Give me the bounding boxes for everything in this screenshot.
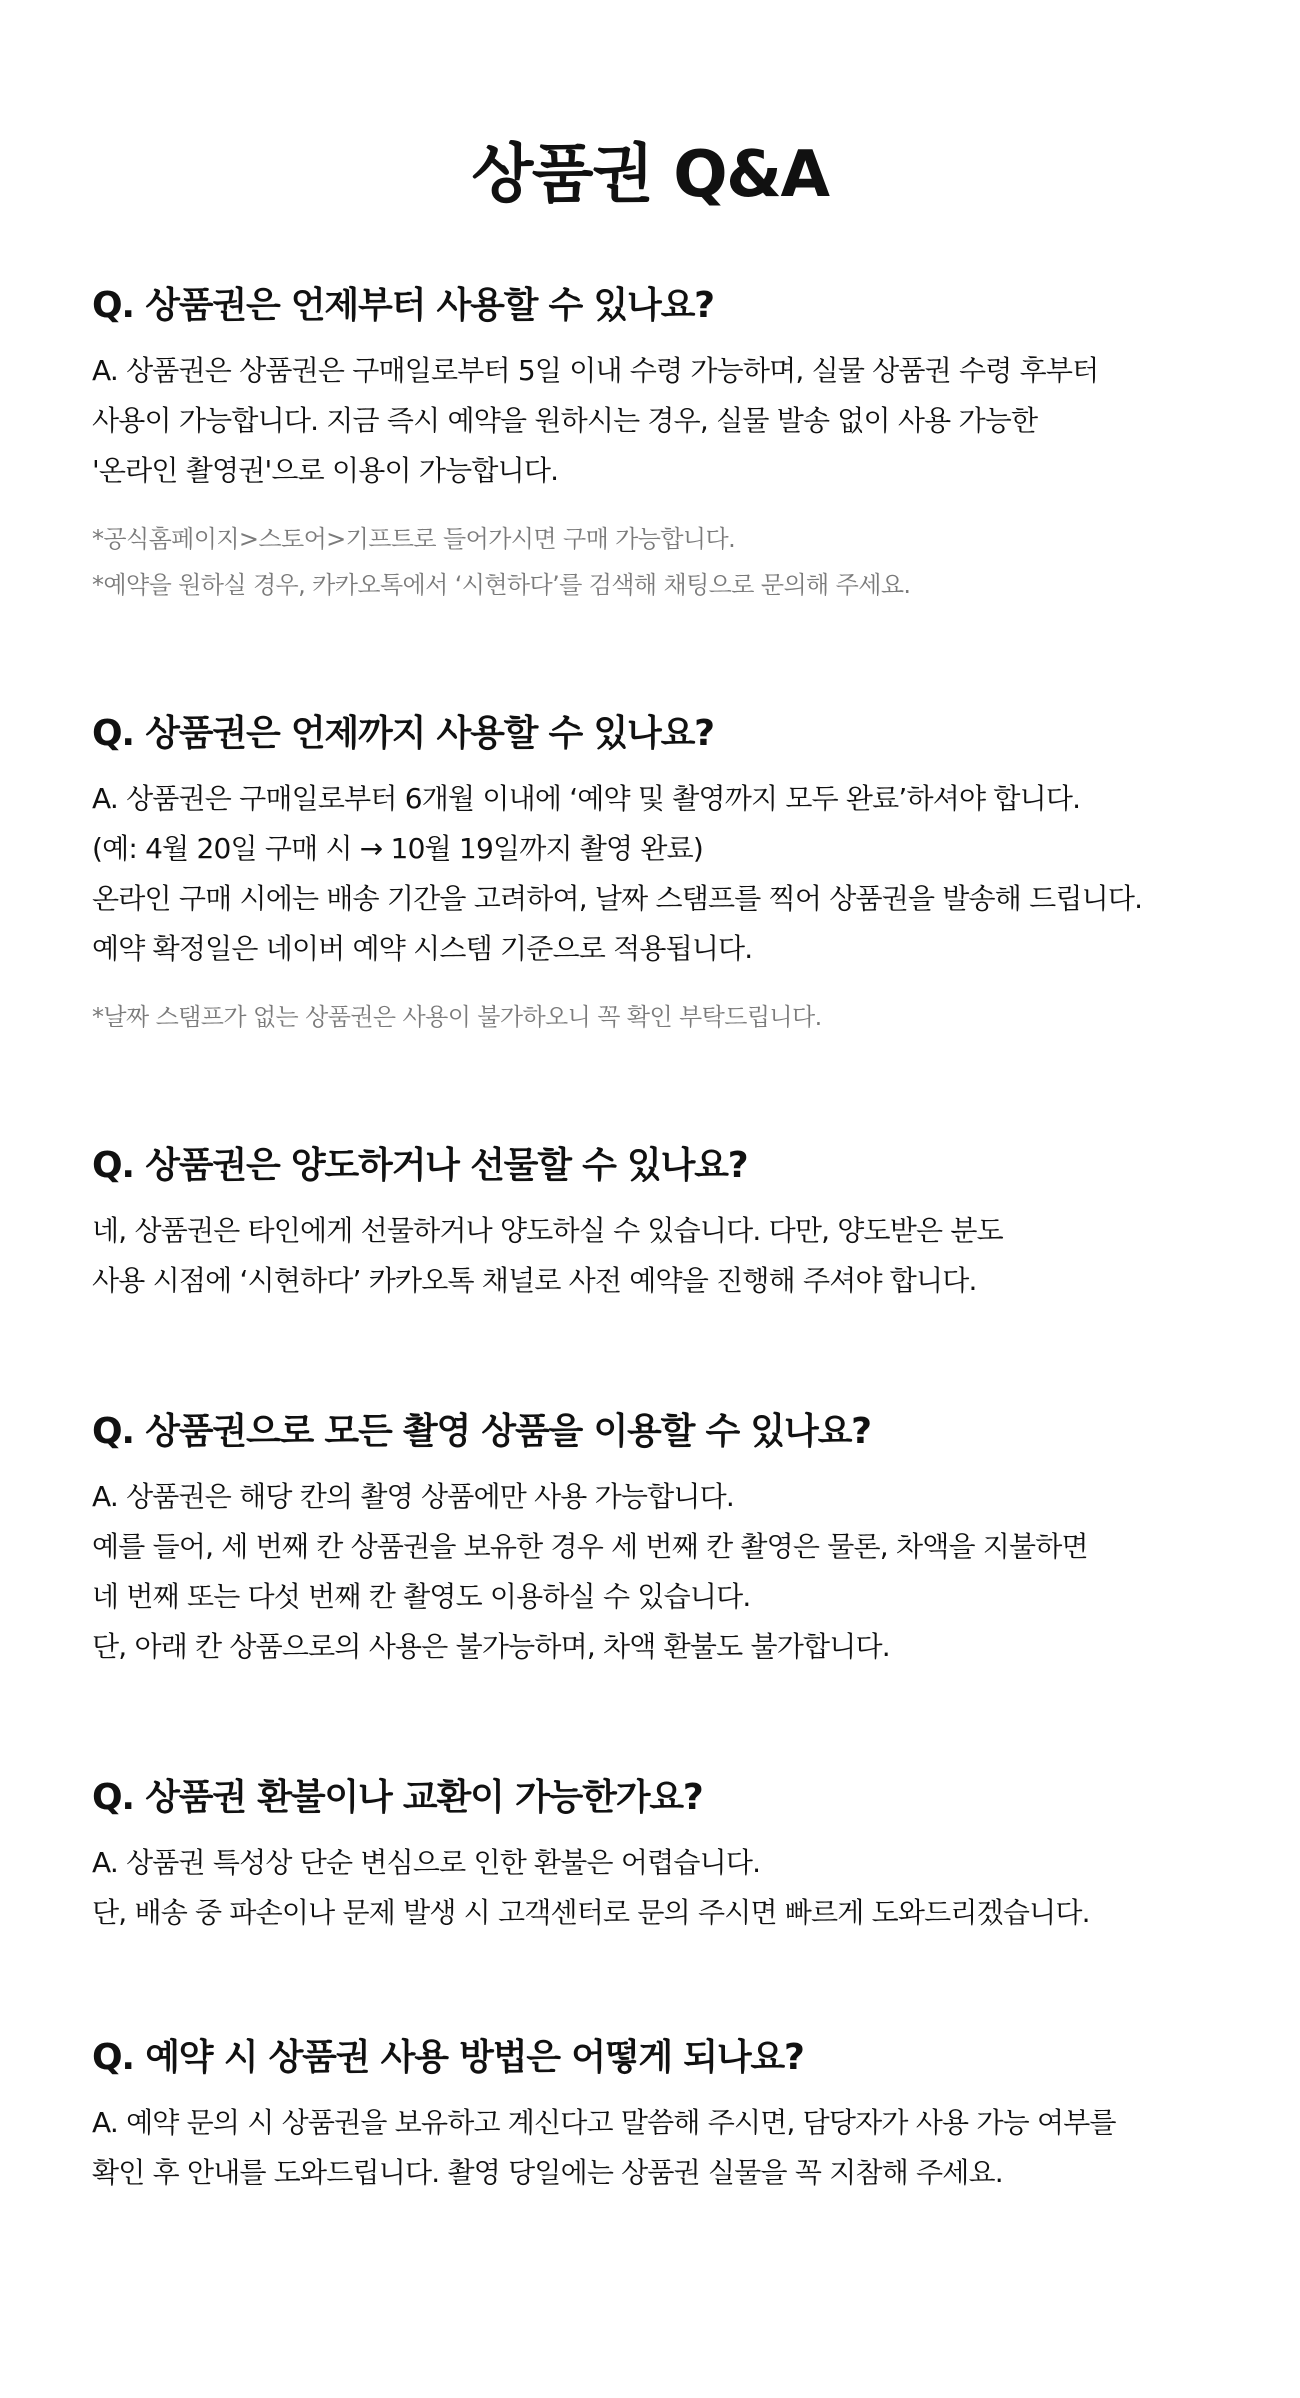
answer-line: 네, 상품권은 타인에게 선물하거나 양도하실 수 있습니다. 다만, 양도받은 분도 <box>92 1214 1003 1247</box>
answer-line: A. 예약 문의 시 상품권을 보유하고 계신다고 말씀해 주시면, 담당자가 사용 가능 여부를 <box>92 2106 1116 2139</box>
page-title: 상품권 Q&A <box>471 138 829 212</box>
faq-question: Q. 상품권으로 모든 촬영 상품을 이용할 수 있나요? <box>92 1411 871 1452</box>
answer-line: 예를 들어, 세 번째 칸 상품권을 보유한 경우 세 번째 칸 촬영은 물론, 차액을 지불하면 <box>92 1530 1088 1563</box>
answer-line: A. 상품권은 구매일로부터 6개월 이내에 ‘예약 및 촬영까지 모두 완료’하셔야 합니다. <box>92 782 1081 815</box>
faq-note: *날짜 스탬프가 없는 상품권은 사용이 불가하오니 꼭 확인 부탁드립니다. <box>92 1003 822 1031</box>
answer-line: A. 상품권은 해당 칸의 촬영 상품에만 사용 가능합니다. <box>92 1480 734 1513</box>
answer-line: '온라인 촬영권'으로 이용이 가능합니다. <box>92 454 559 487</box>
faq-note: *예약을 원하실 경우, 카카오톡에서 ‘시현하다’를 검색해 채팅으로 문의해 주세요. <box>92 571 911 599</box>
faq-question: Q. 상품권 환불이나 교환이 가능한가요? <box>92 1777 703 1818</box>
faq-notes <box>92 994 1208 1040</box>
answer-line: 확인 후 안내를 도와드립니다. 촬영 당일에는 상품권 실물을 꼭 지참해 주세요. <box>92 2156 1003 2189</box>
faq-item-expiration <box>92 706 1208 1040</box>
answer-line: 예약 확정일은 네이버 예약 시스템 기준으로 적용됩니다. <box>92 932 753 965</box>
answer-line: 단, 아래 칸 상품으로의 사용은 불가능하며, 차액 환불도 불가합니다. <box>92 1630 890 1663</box>
faq-question: Q. 예약 시 상품권 사용 방법은 어떻게 되나요? <box>92 2037 804 2078</box>
faq-question: Q. 상품권은 양도하거나 선물할 수 있나요? <box>92 1145 748 1186</box>
answer-line: 사용이 가능합니다. 지금 즉시 예약을 원하시는 경우, 실물 발송 없이 사용 가능한 <box>92 404 1038 437</box>
answer-line: A. 상품권은 상품권은 구매일로부터 5일 이내 수령 가능하며, 실물 상품권 수령 후부터 <box>92 354 1099 387</box>
faq-answer <box>92 774 1208 974</box>
faq-answer <box>92 1472 1208 1672</box>
faq-item-start-date <box>92 278 1208 608</box>
answer-line: 단, 배송 중 파손이나 문제 발생 시 고객센터로 문의 주시면 빠르게 도와드리겠습니다. <box>92 1896 1090 1929</box>
answer-line: 사용 시점에 ‘시현하다’ 카카오톡 채널로 사전 예약을 진행해 주셔야 합니다. <box>92 1264 977 1297</box>
answer-line: 네 번째 또는 다섯 번째 칸 촬영도 이용하실 수 있습니다. <box>92 1580 751 1613</box>
faq-answer <box>92 2098 1208 2198</box>
answer-line: 온라인 구매 시에는 배송 기간을 고려하여, 날짜 스탬프를 찍어 상품권을 발송해 드립니다. <box>92 882 1143 915</box>
answer-line: (예: 4월 20일 구매 시 → 10월 19일까지 촬영 완료) <box>92 832 704 865</box>
faq-notes <box>92 516 1208 608</box>
answer-line: A. 상품권 특성상 단순 변심으로 인한 환불은 어렵습니다. <box>92 1846 761 1879</box>
faq-answer <box>92 346 1208 496</box>
faq-note: *공식홈페이지>스토어>기프트로 들어가시면 구매 가능합니다. <box>92 525 736 553</box>
faq-item-product-usage <box>92 1404 1208 1672</box>
faq-question: Q. 상품권은 언제까지 사용할 수 있나요? <box>92 713 714 754</box>
faq-item-transfer <box>92 1138 1208 1306</box>
faq-list <box>92 278 1208 2198</box>
faq-item-refund <box>92 1770 1208 1938</box>
faq-question: Q. 상품권은 언제부터 사용할 수 있나요? <box>92 285 714 326</box>
faq-answer <box>92 1838 1208 1938</box>
faq-item-reservation-method <box>92 2030 1208 2198</box>
faq-answer <box>92 1206 1208 1306</box>
